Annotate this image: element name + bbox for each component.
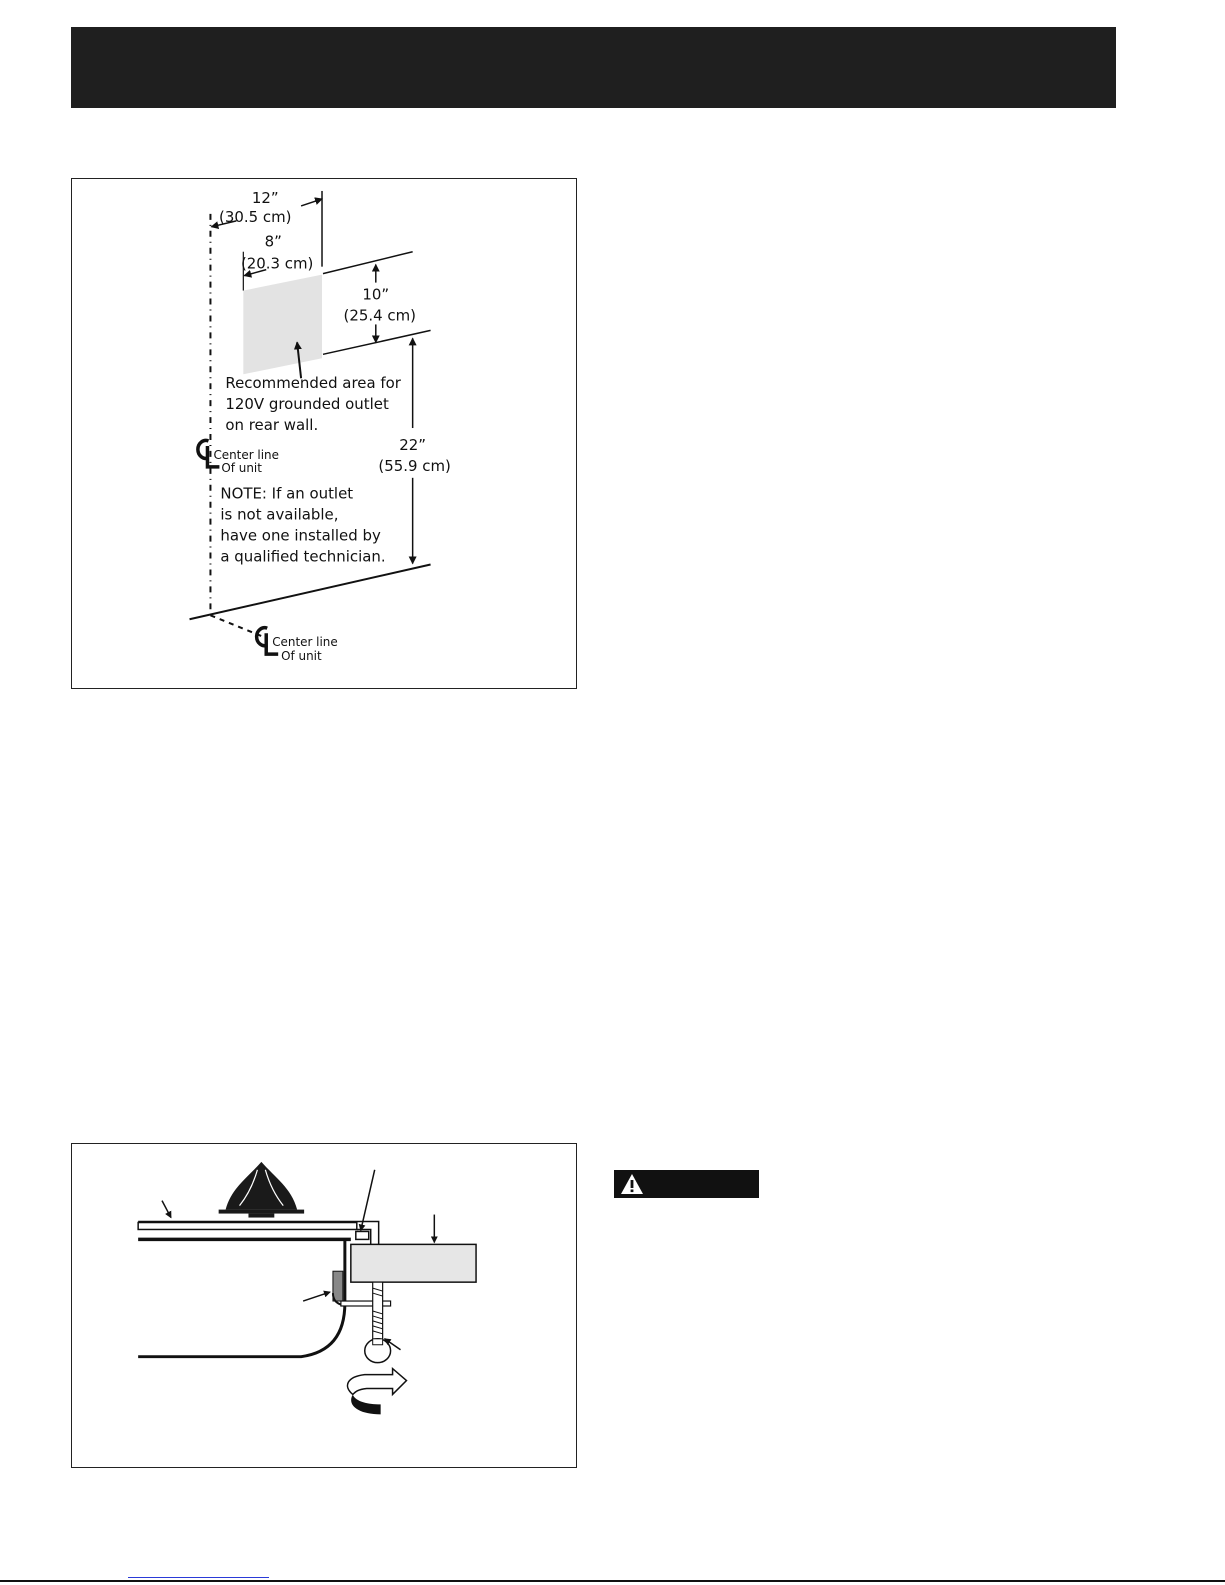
footer-link-underline[interactable] bbox=[128, 1577, 269, 1578]
footer-rule bbox=[0, 1580, 1225, 1582]
warning-triangle-icon bbox=[620, 1172, 644, 1196]
note-line-3: have one installed by bbox=[220, 526, 381, 545]
mounting-clamp-figure bbox=[71, 1143, 577, 1468]
dim-22-inches: 22” bbox=[399, 435, 427, 454]
dim-10-cm: (25.4 cm) bbox=[343, 306, 416, 325]
rotate-arrow-icon bbox=[347, 1369, 406, 1415]
dim-12-cm: (30.5 cm) bbox=[219, 207, 292, 226]
dim-10-inches: 10” bbox=[362, 285, 390, 304]
callout-glass bbox=[162, 1201, 171, 1218]
header-bar bbox=[71, 27, 1116, 108]
dim-8-inches: 8” bbox=[264, 232, 282, 251]
dim-10-top-line bbox=[323, 252, 413, 274]
dim-10-bottom-line bbox=[323, 330, 431, 354]
dim-22-cm: (55.9 cm) bbox=[378, 456, 451, 475]
recommended-line-3: on rear wall. bbox=[225, 416, 319, 435]
burner-icon bbox=[219, 1162, 304, 1218]
callout-bracket bbox=[303, 1292, 330, 1301]
outlet-location-diagram bbox=[72, 179, 576, 688]
centerline-label-2: Center line bbox=[272, 635, 338, 650]
mounting-clamp-diagram bbox=[72, 1144, 576, 1467]
floor-line bbox=[190, 564, 431, 619]
trim-bracket bbox=[356, 1231, 369, 1239]
clamp-screw bbox=[365, 1282, 391, 1363]
dim-8-cm: (20.3 cm) bbox=[240, 254, 314, 273]
centerline-label-1: Center line bbox=[213, 447, 279, 462]
clamp-bracket bbox=[333, 1271, 343, 1301]
centerline-sub-2: Of unit bbox=[281, 649, 322, 664]
recommended-line-2: 120V grounded outlet bbox=[225, 395, 389, 414]
note-line-2: is not available, bbox=[220, 505, 339, 524]
warning-label bbox=[614, 1170, 759, 1198]
dim-12-inches: 12” bbox=[251, 188, 279, 207]
note-line-4: a qualified technician. bbox=[220, 547, 386, 566]
recommended-outlet-area bbox=[243, 275, 322, 375]
outlet-location-figure bbox=[71, 178, 577, 689]
centerline-sub-1: Of unit bbox=[221, 460, 262, 475]
cooktop-glass bbox=[138, 1223, 357, 1230]
countertop bbox=[351, 1244, 476, 1282]
recommended-line-1: Recommended area for bbox=[225, 374, 401, 393]
dim-12-arrow-right bbox=[301, 199, 322, 206]
note-line-1: NOTE: If an outlet bbox=[220, 484, 354, 503]
